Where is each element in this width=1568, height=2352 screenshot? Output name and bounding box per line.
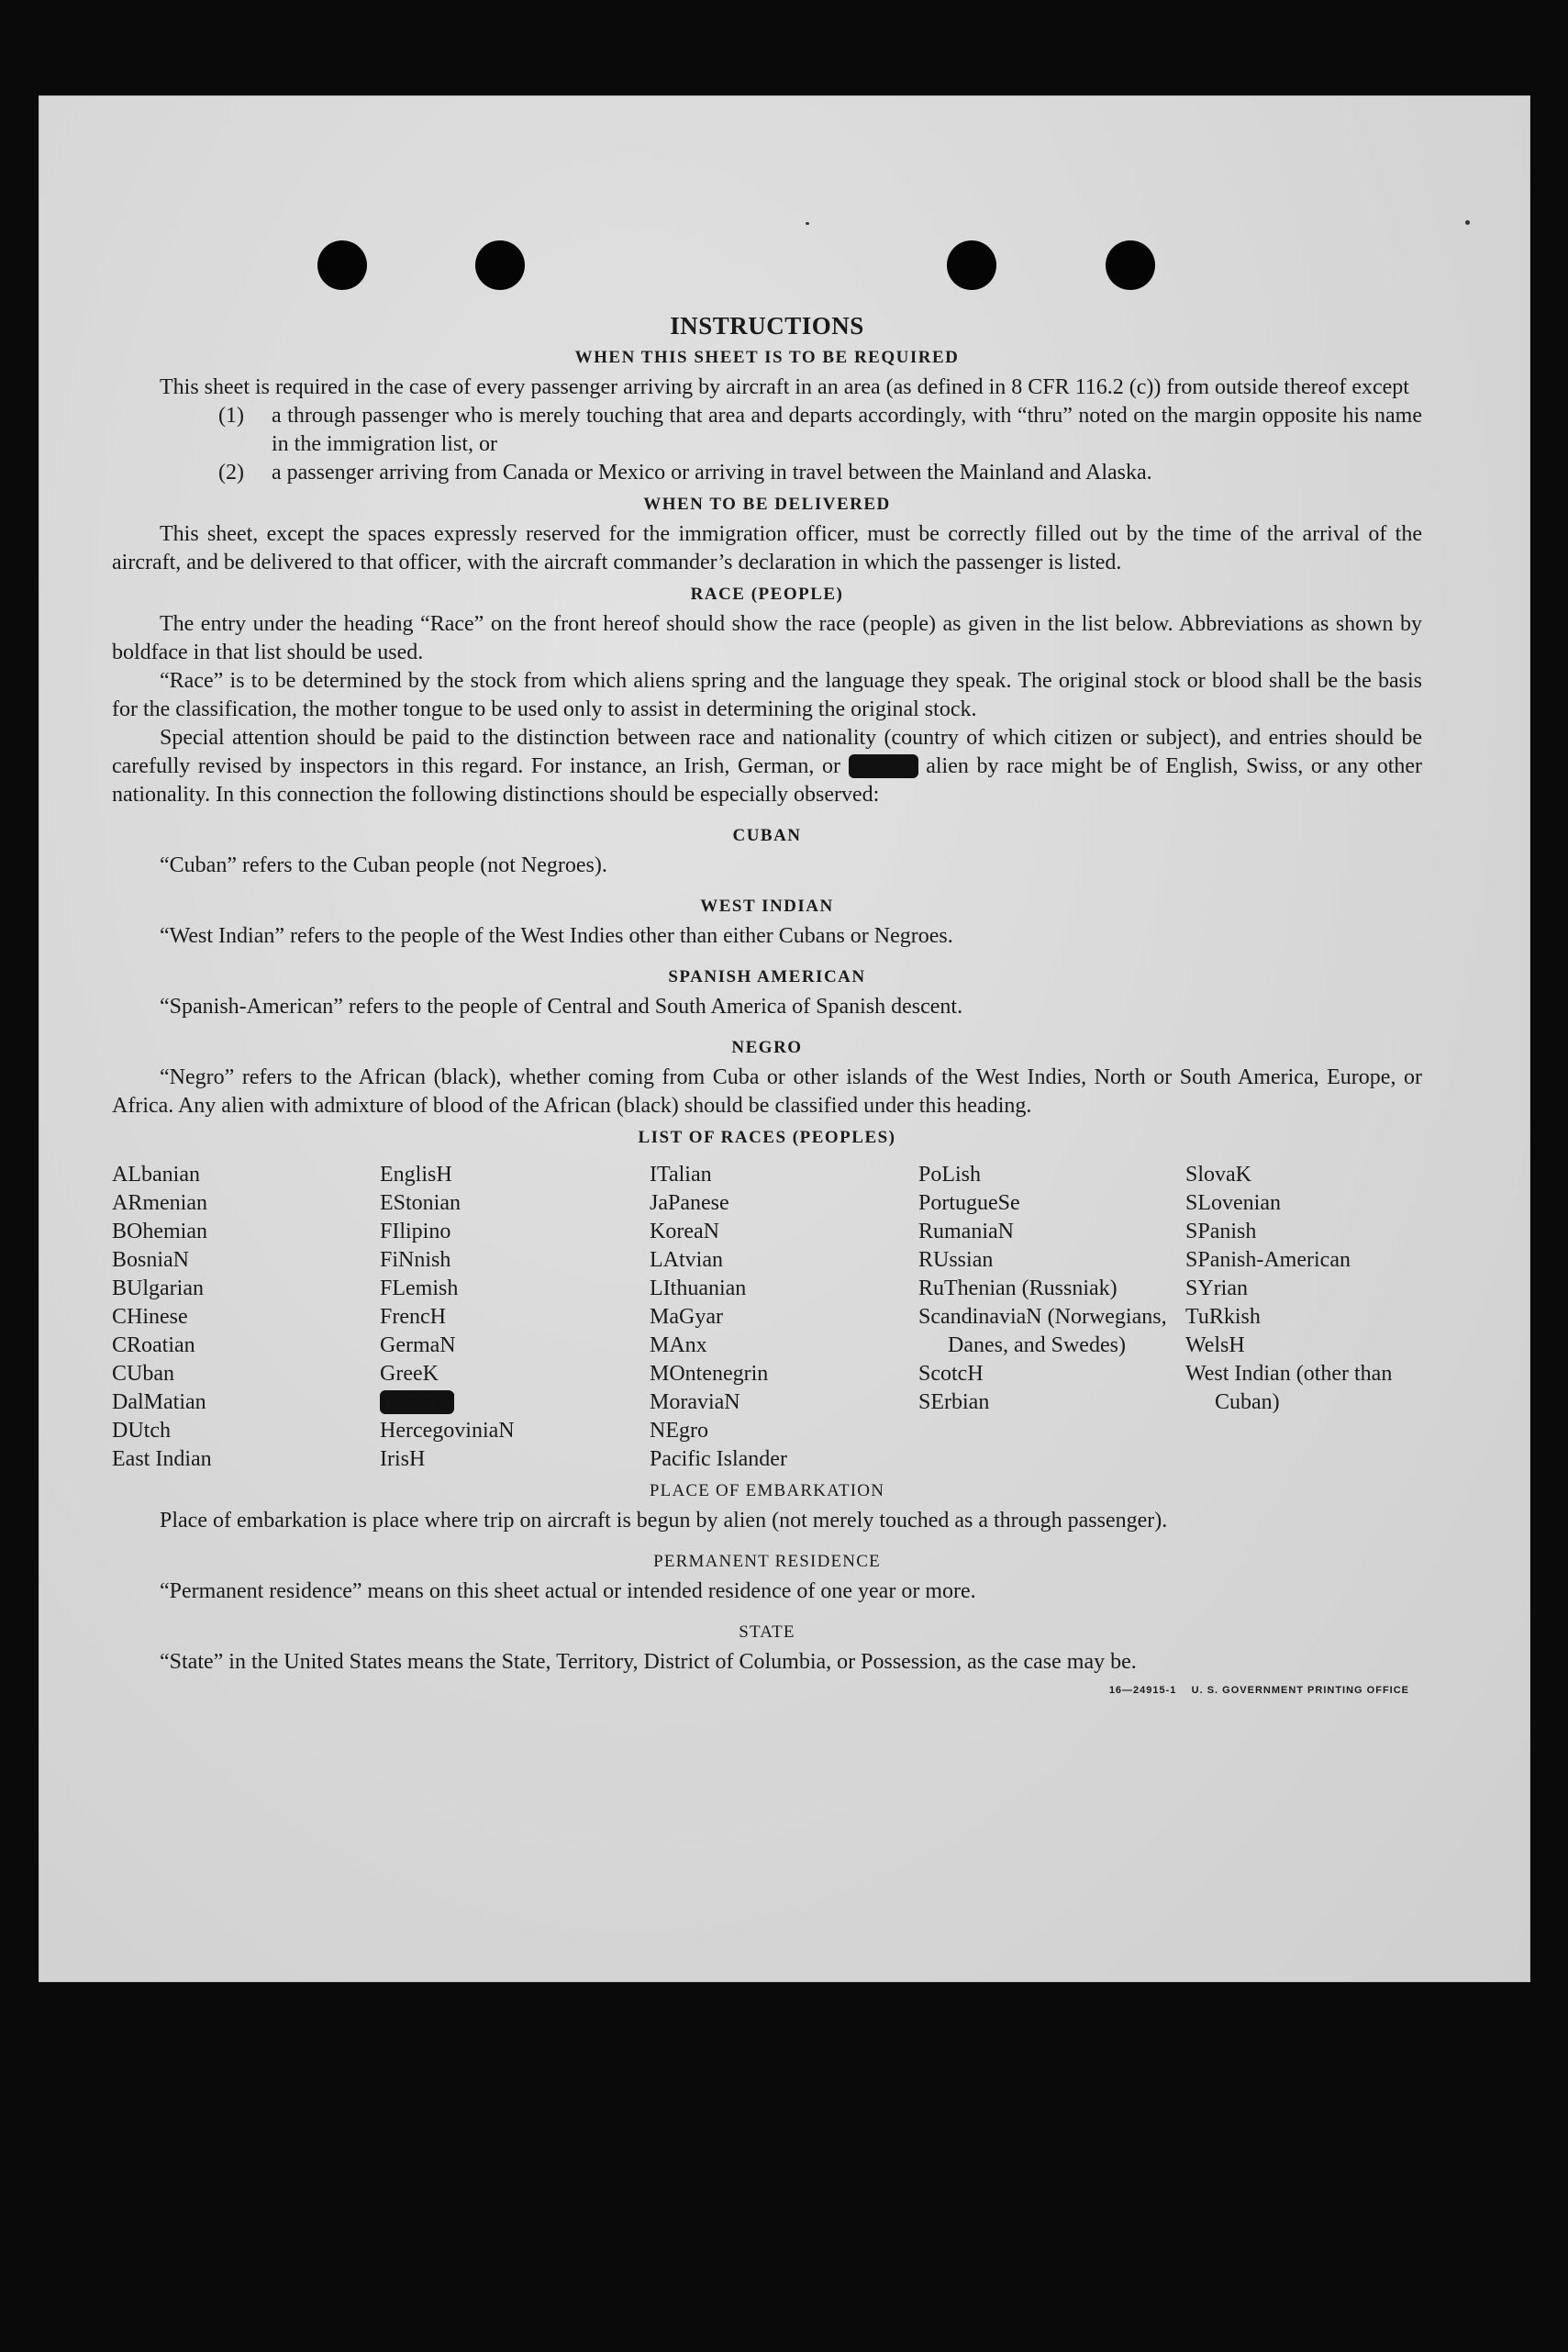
redacted-race-entry: HebreW [380, 1390, 455, 1414]
heading-spanish-american: SPANISH AMERICAN [668, 967, 866, 987]
races-list [112, 1161, 1422, 1474]
race-entry: RumaniaN [918, 1220, 1014, 1243]
race-entry: West Indian (other than Cuban) [1185, 1362, 1393, 1414]
race-entry: IrisH [380, 1447, 426, 1471]
embarkation-text: Place of embarkation is place where trip on aircraft is begun by alien (not merely touched as a through passenger). [160, 1509, 1168, 1533]
races-column-2 [380, 1161, 650, 1474]
race-entry: MOntenegrin [650, 1362, 769, 1386]
race-entry: RUssian [918, 1248, 994, 1272]
race-entry: MaGyar [650, 1305, 723, 1329]
race-entry: CHinese [112, 1305, 188, 1329]
heading-when-delivered: WHEN TO BE DELIVERED [643, 495, 891, 514]
exception-item-1 [112, 402, 1422, 459]
heading-race: RACE (PEOPLE) [690, 585, 844, 604]
race-entry: ARmenian [112, 1191, 207, 1215]
speck [806, 222, 809, 225]
race-entry: DalMatian [112, 1390, 206, 1414]
exception-number: (2) [218, 461, 244, 485]
heading-embarkation: PLACE OF EMBARKATION [649, 1481, 885, 1500]
residence-text: “Permanent residence” means on this sheet actual or intended residence of one year or more. [160, 1579, 976, 1603]
race-paragraph-1: The entry under the heading “Race” on the front hereof should show the race (people) as given in the list below. Abbreviations as shown by boldface in that list should be used. [112, 612, 1422, 664]
when-delivered-text: This sheet, except the spaces expressly reserved for the immigration officer, must be correctly filled out by the time of the arrival of the aircraft, and be delivered to that officer, with the aircraft commander’s declaration in which the passenger is listed. [112, 522, 1422, 574]
exception-text: a passenger arriving from Canada or Mexico or arriving in travel between the Mainland and Alaska. [272, 461, 1152, 485]
exception-text: a through passenger who is merely touching that area and departs accordingly, with “thru” noted on the margin opposite his name in the immigration list, or [272, 404, 1422, 456]
race-entry: BUlgarian [112, 1276, 204, 1300]
heading-negro: NEGRO [731, 1038, 803, 1057]
page-title: INSTRUCTIONS [670, 312, 864, 340]
race-entry: PortugueSe [918, 1191, 1020, 1215]
race-entry: SErbian [918, 1390, 990, 1414]
race-entry: WelsH [1185, 1333, 1245, 1357]
races-column-3 [650, 1161, 918, 1474]
heading-state: STATE [739, 1622, 795, 1642]
race-entry: SPanish [1185, 1220, 1257, 1243]
race-entry: SLovenian [1185, 1191, 1281, 1215]
race-entry: SPanish-American [1185, 1248, 1351, 1272]
races-column-4 [918, 1161, 1185, 1474]
race-entry: LIthuanian [650, 1276, 747, 1300]
race-entry: CRoatian [112, 1333, 195, 1357]
race-entry: BOhemian [112, 1220, 207, 1243]
race-entry: FLemish [380, 1276, 459, 1300]
speck [1465, 220, 1470, 225]
race-entry: ScandinaviaN (Norwegians, Danes, and Swedes) [918, 1305, 1167, 1357]
race-entry: EnglisH [380, 1163, 452, 1187]
races-column-5 [1185, 1161, 1422, 1474]
race-p3-part-a: Special attention should be paid to the distinction between race and nationality (country of which citizen or subject), and entries should be carefully revised by inspectors in this regard. For instance, an Irish, German, or [112, 726, 1422, 778]
heading-west-indian: WEST INDIAN [700, 897, 834, 916]
races-column-1 [112, 1161, 380, 1474]
race-entry: HercegoviniaN [380, 1419, 515, 1443]
negro-text: “Negro” refers to the African (black), whether coming from Cuba or other islands of the West Indies, North or South America, Europe, or Africa. Any alien with admixture of blood of the African (black) should be classified under this heading. [112, 1065, 1422, 1118]
race-entry: Pacific Islander [650, 1447, 787, 1471]
race-entry: DUtch [112, 1419, 171, 1443]
footer [112, 1677, 1422, 1705]
race-entry: GermaN [380, 1333, 456, 1357]
race-entry [380, 1388, 650, 1417]
race-entry: GreeK [380, 1362, 439, 1386]
race-entry: FiNnish [380, 1248, 451, 1272]
race-paragraph-2: “Race” is to be determined by the stock from which aliens spring and the language they speak. The original stock or blood shall be the basis for the classification, the mother tongue to be used only to assist in determining the original stock. [112, 669, 1422, 721]
race-p3-part-b: alien by race might be of English, Swiss, or any other nationality. In this connection the following distinctions should be especially observed: [112, 754, 1423, 807]
punch-hole-1 [317, 240, 367, 290]
race-entry: MAnx [650, 1333, 707, 1357]
race-entry: FIlipino [380, 1220, 451, 1243]
race-entry: ScotcH [918, 1362, 984, 1386]
printer-name: U. S. GOVERNMENT PRINTING OFFICE [1191, 1685, 1409, 1696]
heading-when-required: WHEN THIS SHEET IS TO BE REQUIRED [574, 348, 960, 367]
west-indian-text: “West Indian” refers to the people of the West Indies other than either Cubans or Negroes. [160, 924, 953, 948]
instruction-sheet [39, 95, 1530, 1982]
document-body [112, 312, 1422, 1705]
race-entry: NEgro [650, 1419, 708, 1443]
state-text: “State” in the United States means the State, Territory, District of Columbia, or Possession, as the case may be. [160, 1650, 1137, 1674]
heading-list-of-races: LIST OF RACES (PEOPLES) [638, 1128, 896, 1147]
heading-permanent-residence: PERMANENT RESIDENCE [653, 1552, 881, 1571]
print-imprint [1109, 1677, 1409, 1705]
race-entry: MoraviaN [650, 1390, 740, 1414]
exception-number: (1) [218, 404, 244, 428]
form-number: 16—24915-1 [1108, 1685, 1177, 1696]
race-entry: RuThenian (Russniak) [918, 1276, 1118, 1300]
race-entry: East Indian [112, 1447, 212, 1471]
race-paragraph-3 [112, 724, 1422, 809]
race-entry: SlovaK [1185, 1163, 1251, 1187]
race-entry: PoLish [918, 1163, 982, 1187]
race-entry: ALbanian [112, 1163, 200, 1187]
race-entry: CUban [112, 1362, 174, 1386]
race-entry: ITalian [650, 1163, 712, 1187]
cuban-text: “Cuban” refers to the Cuban people (not Negroes). [160, 853, 607, 877]
when-required-intro: This sheet is required in the case of every passenger arriving by aircraft in an area (as defined in 8 CFR 116.2 (c)) from outside thereof except [160, 375, 1409, 399]
punch-hole-4 [1106, 240, 1155, 290]
race-entry: KoreaN [650, 1220, 719, 1243]
punch-hole-2 [475, 240, 525, 290]
race-entry: JaPanese [650, 1191, 729, 1215]
race-entry: BosniaN [112, 1248, 189, 1272]
race-entry: LAtvian [650, 1248, 723, 1272]
race-entry: EStonian [380, 1191, 461, 1215]
punch-hole-3 [947, 240, 996, 290]
race-entry: TuRkish [1185, 1305, 1261, 1329]
exception-item-2 [112, 459, 1422, 487]
redacted-word: Hebrew [848, 754, 918, 778]
spanish-american-text: “Spanish-American” refers to the people of Central and South America of Spanish descent. [160, 995, 963, 1019]
race-entry: FrencH [380, 1305, 446, 1329]
heading-cuban: CUBAN [732, 826, 802, 845]
race-entry: SYrian [1185, 1276, 1248, 1300]
